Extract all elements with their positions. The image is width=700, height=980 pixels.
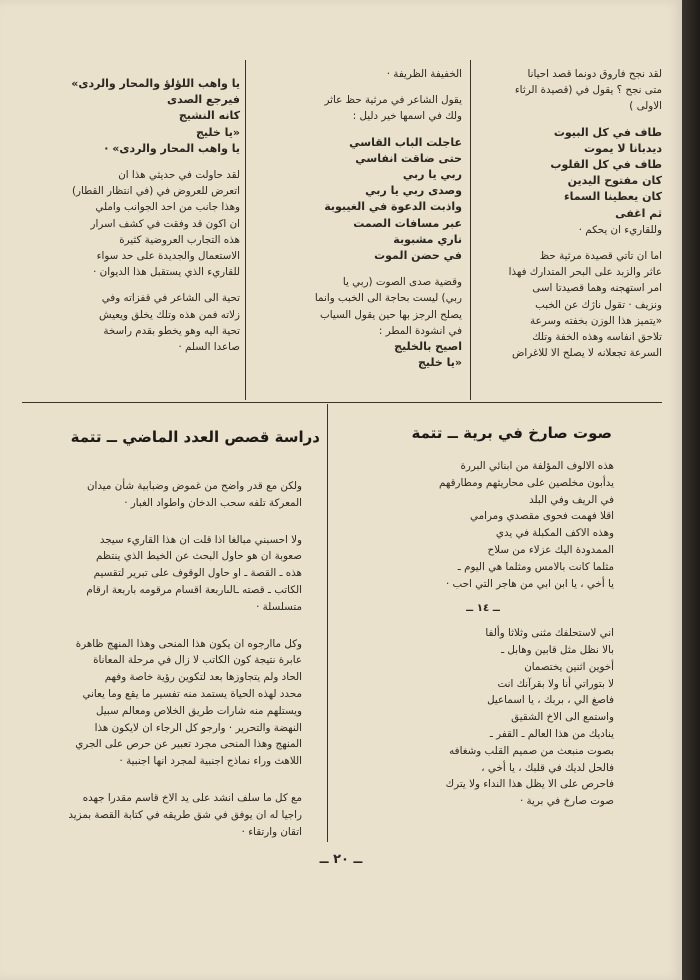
text-line: لا بتوراتي أنا ولا بقرآنك انت bbox=[497, 677, 614, 690]
spacer bbox=[478, 238, 662, 248]
top-right-column bbox=[478, 66, 662, 361]
top-column-divider-right bbox=[470, 60, 471, 400]
text-line: اصيح بالخليج bbox=[394, 340, 462, 354]
text-line: يا واهب اللؤلؤ والمحار والردى» bbox=[71, 77, 240, 90]
text-line: ولكن مع قدر واضح من غموض وضبابية شأن ميدان bbox=[86, 480, 302, 492]
text-line: متى نجح ؟ يقول في (قصيدة الرثاء bbox=[514, 84, 662, 97]
text-line: ربي) ليست بحاجة الى الخبب وانما bbox=[314, 292, 462, 305]
paragraph bbox=[36, 478, 302, 512]
text-line: وصدى ربي يا ربي bbox=[365, 184, 462, 198]
text-line: اقلا فهمت فحوى مقصدي ومرامي bbox=[470, 510, 614, 523]
text-line: واذبت الدعوة في الغيبوبة bbox=[324, 200, 462, 214]
page-number: ــ ٢٠ ــ bbox=[319, 852, 363, 867]
bottom-column-divider bbox=[327, 404, 328, 842]
text-line: ثم اغفى bbox=[615, 206, 662, 220]
text-line: متسلسلة · bbox=[256, 600, 302, 613]
spacer bbox=[252, 264, 462, 274]
text-line: تحية اليه وهو يخطو بقدم راسخة bbox=[103, 324, 240, 337]
text-line: عابرة نتيجة كون الكاتب لا زال في مرحلة المعاناة bbox=[93, 654, 302, 667]
text-line: ربي يا ربي bbox=[402, 168, 462, 182]
text-line: بالا نظل مثل قابين وهابل ـ bbox=[501, 643, 614, 656]
text-line: في حضن الموت bbox=[374, 249, 462, 263]
text-line: الاستعمال والجديدة على حد سواء bbox=[96, 250, 240, 263]
text-line: وهذه الاكف المكبلة في يدي bbox=[495, 527, 614, 540]
text-line: صوت صارخ في برية · bbox=[519, 795, 614, 808]
text-line: يناديك من هذا العالم ـ القفر ـ bbox=[489, 727, 614, 740]
text-line: فاصغ الي ، بربك ، يا اسماعيل bbox=[487, 694, 614, 707]
text-line: يا أخي ، يا ابن ابي من هاجر التي احب · bbox=[445, 577, 614, 590]
text-line: اني لاستحلفك مثنى وثلاثا وألفا bbox=[485, 627, 614, 640]
text-line: بصوت منبعث من صميم القلب وشغافه bbox=[449, 744, 614, 757]
text-line: الحاد ولم يتجاوزها بعد لتكوين رؤية خاصة وفهم bbox=[104, 671, 302, 684]
text-line: كان مفتوح اليدين bbox=[567, 174, 662, 188]
text-line: اللاهث وراء نماذج اجنبية لمجرد انها اجنبية · bbox=[119, 755, 302, 768]
text-line: ناري مشبوبة bbox=[393, 232, 462, 246]
text-line: اما ان تاتي قصيدة مرثية حظ bbox=[539, 250, 662, 263]
text-line: فاحرص على الا يظل هذا النداء ولا يترك bbox=[445, 778, 614, 791]
section-number: ــ ١٤ ــ bbox=[466, 602, 500, 615]
paragraph bbox=[36, 636, 302, 770]
text-line: لقد حاولت في حديثي هذا ان bbox=[118, 169, 240, 182]
top-middle-column bbox=[252, 66, 462, 371]
text-line: الكاتب ـ قصته ـالىاربعة اقسام مرقومه باربعة ارقام bbox=[86, 583, 302, 596]
text-line: الاولى ) bbox=[629, 100, 662, 113]
text-line: ويستلهم منه شارات طريق الخلاص ومعالم سبيل bbox=[95, 704, 302, 717]
text-line: حتى ضاقت انفاسي bbox=[355, 151, 462, 165]
text-line: النهضة والتحرير · وارجو كل الرجاء ان لايكون هذا bbox=[94, 721, 302, 734]
top-column-divider-left bbox=[245, 60, 246, 400]
text-line: راجيا له ان يوفق في شق طريقه في كتابة القصة بمزيد bbox=[68, 808, 302, 821]
text-line: زلاته فمن هذه وتلك يخلق ويعيش bbox=[98, 308, 240, 321]
spacer bbox=[28, 157, 240, 167]
text-line: أخوين اثنين يختصمان bbox=[524, 660, 614, 673]
text-line: المنهج وهذا المنحى مجرد تعبير عن حرص على الجري bbox=[75, 738, 302, 751]
text-line: عاثر والزبد على البحر المتدارك فهذا bbox=[508, 266, 662, 279]
right-article-heading: صوت صارخ في برية ــ تتمة bbox=[411, 424, 612, 442]
left-article-heading: دراسة قصص العدد الماضي ــ تتمة bbox=[70, 428, 320, 446]
spacer bbox=[28, 280, 240, 290]
text-line: «يتميز هذا الوزن بخفته وسرعة bbox=[530, 314, 662, 327]
text-line: وكل ماارجوه ان يكون هذا المنحى وهذا المنهج ظاهرة bbox=[75, 637, 302, 650]
text-line: طاف في كل البيوت bbox=[553, 125, 662, 139]
paragraph bbox=[36, 790, 302, 840]
spacer bbox=[252, 125, 462, 135]
text-line: هذه التجارب العروضية كثيرة bbox=[119, 233, 240, 246]
text-line: واستمع الى الاخ الشقيق bbox=[511, 711, 614, 724]
text-line: مثلما كانت بالامس ومثلما هي اليوم ـ bbox=[457, 560, 614, 573]
text-line: ديدبانا لا يموت bbox=[584, 141, 662, 155]
page-edge bbox=[682, 0, 700, 980]
text-line: فالحل لديك في قلبك ، يا أخي ، bbox=[481, 761, 614, 774]
text-line: «يا خليج bbox=[417, 356, 462, 370]
text-line: صعوبة ان هو حاول البحث عن الخيط الذي ينتظم bbox=[96, 550, 302, 563]
text-line: اتقان وارتقاء · bbox=[241, 825, 302, 838]
text-line: مع كل ما سلف انشد على يد الاخ قاسم مقدرا جهده bbox=[82, 791, 302, 804]
text-line: محدد لهذه الحياة يستمد منه تفسير ما يقع وما يعاني bbox=[82, 687, 302, 700]
text-line: ولا احسبني مبالغا اذا قلت ان هذا القاريء سيجد bbox=[99, 533, 302, 546]
text-line: طاف في كل القلوب bbox=[550, 158, 662, 172]
text-line: في الريف وفي البلد bbox=[529, 493, 614, 506]
text-line: هذه ـ القصة ـ او حاول الوقوف على تبرير لتقسيم bbox=[93, 567, 302, 580]
text-line: لقد نجح فاروق دونما قصد احيانا bbox=[527, 68, 662, 80]
text-line: يقول الشاعر في مرثية حظ عاثر bbox=[324, 94, 462, 107]
left-article-body bbox=[36, 478, 302, 860]
section-divider bbox=[22, 402, 662, 403]
text-line: عاجلت الباب القاسي bbox=[349, 135, 462, 149]
text-line: للقاريء الذي يستقبل هذا الديوان · bbox=[93, 266, 240, 279]
text-line: وللقاريء ان يحكم · bbox=[578, 223, 662, 236]
text-line: تلاحق انفاسه وهذه الخفة وتلك bbox=[532, 331, 662, 344]
paragraph bbox=[36, 532, 302, 616]
text-line: المعركة تلفه سحب الدخان واطواد الغبار · bbox=[124, 496, 302, 509]
top-left-column bbox=[28, 76, 240, 355]
spacer bbox=[478, 115, 662, 125]
text-line: امر استهجنه وهما قصيدتا اسى bbox=[532, 282, 662, 295]
text-line: اتعرض للعروض في (في انتظار القطار) bbox=[71, 185, 240, 198]
text-line: «يا خليج bbox=[195, 125, 240, 139]
text-line: فيرجع الصدى bbox=[167, 93, 240, 107]
text-line: ان اكون قد وفقت في كشف اسرار bbox=[90, 217, 240, 230]
text-line: ونزيف · تقول ناژك عن الخبب bbox=[535, 298, 662, 311]
spacer bbox=[252, 82, 462, 92]
text-line: عبر مسافات الصمت bbox=[353, 216, 462, 230]
text-line: السرعة تجعلانه لا يصلح الا للاغراض bbox=[511, 347, 662, 360]
text-line: يا واهب المحار والردى» · bbox=[104, 141, 240, 155]
text-line: ولك في اسمها خير دليل : bbox=[352, 110, 462, 123]
text-line: كان يعطينا السماء bbox=[564, 190, 662, 204]
text-line: تحية الى الشاعر في قفزاته وفي bbox=[101, 292, 240, 305]
text-line: يدأبون مخلصين على محاريثهم ومطارقهم bbox=[439, 476, 614, 489]
text-line: كانه النشيج bbox=[178, 109, 240, 123]
text-line: وقضية صدى الصوت (ربي يا bbox=[342, 276, 462, 289]
text-line: في انشودة المطر : bbox=[378, 324, 462, 337]
text-line: هذه الالوف المؤلفة من ابنائي البررة bbox=[460, 460, 614, 472]
text-line: صاعدا السلم · bbox=[178, 341, 240, 354]
right-article-body bbox=[352, 458, 614, 810]
text-line: يصلح الرجز بها حين يقول السياب bbox=[320, 308, 462, 321]
text-line: الممدودة اليك عزلاء من سلاح bbox=[487, 543, 614, 556]
text-line: وهذا جانب من احد الجوانب واملي bbox=[95, 201, 240, 214]
text-line: الخفيفة الظريفة · bbox=[386, 68, 462, 80]
